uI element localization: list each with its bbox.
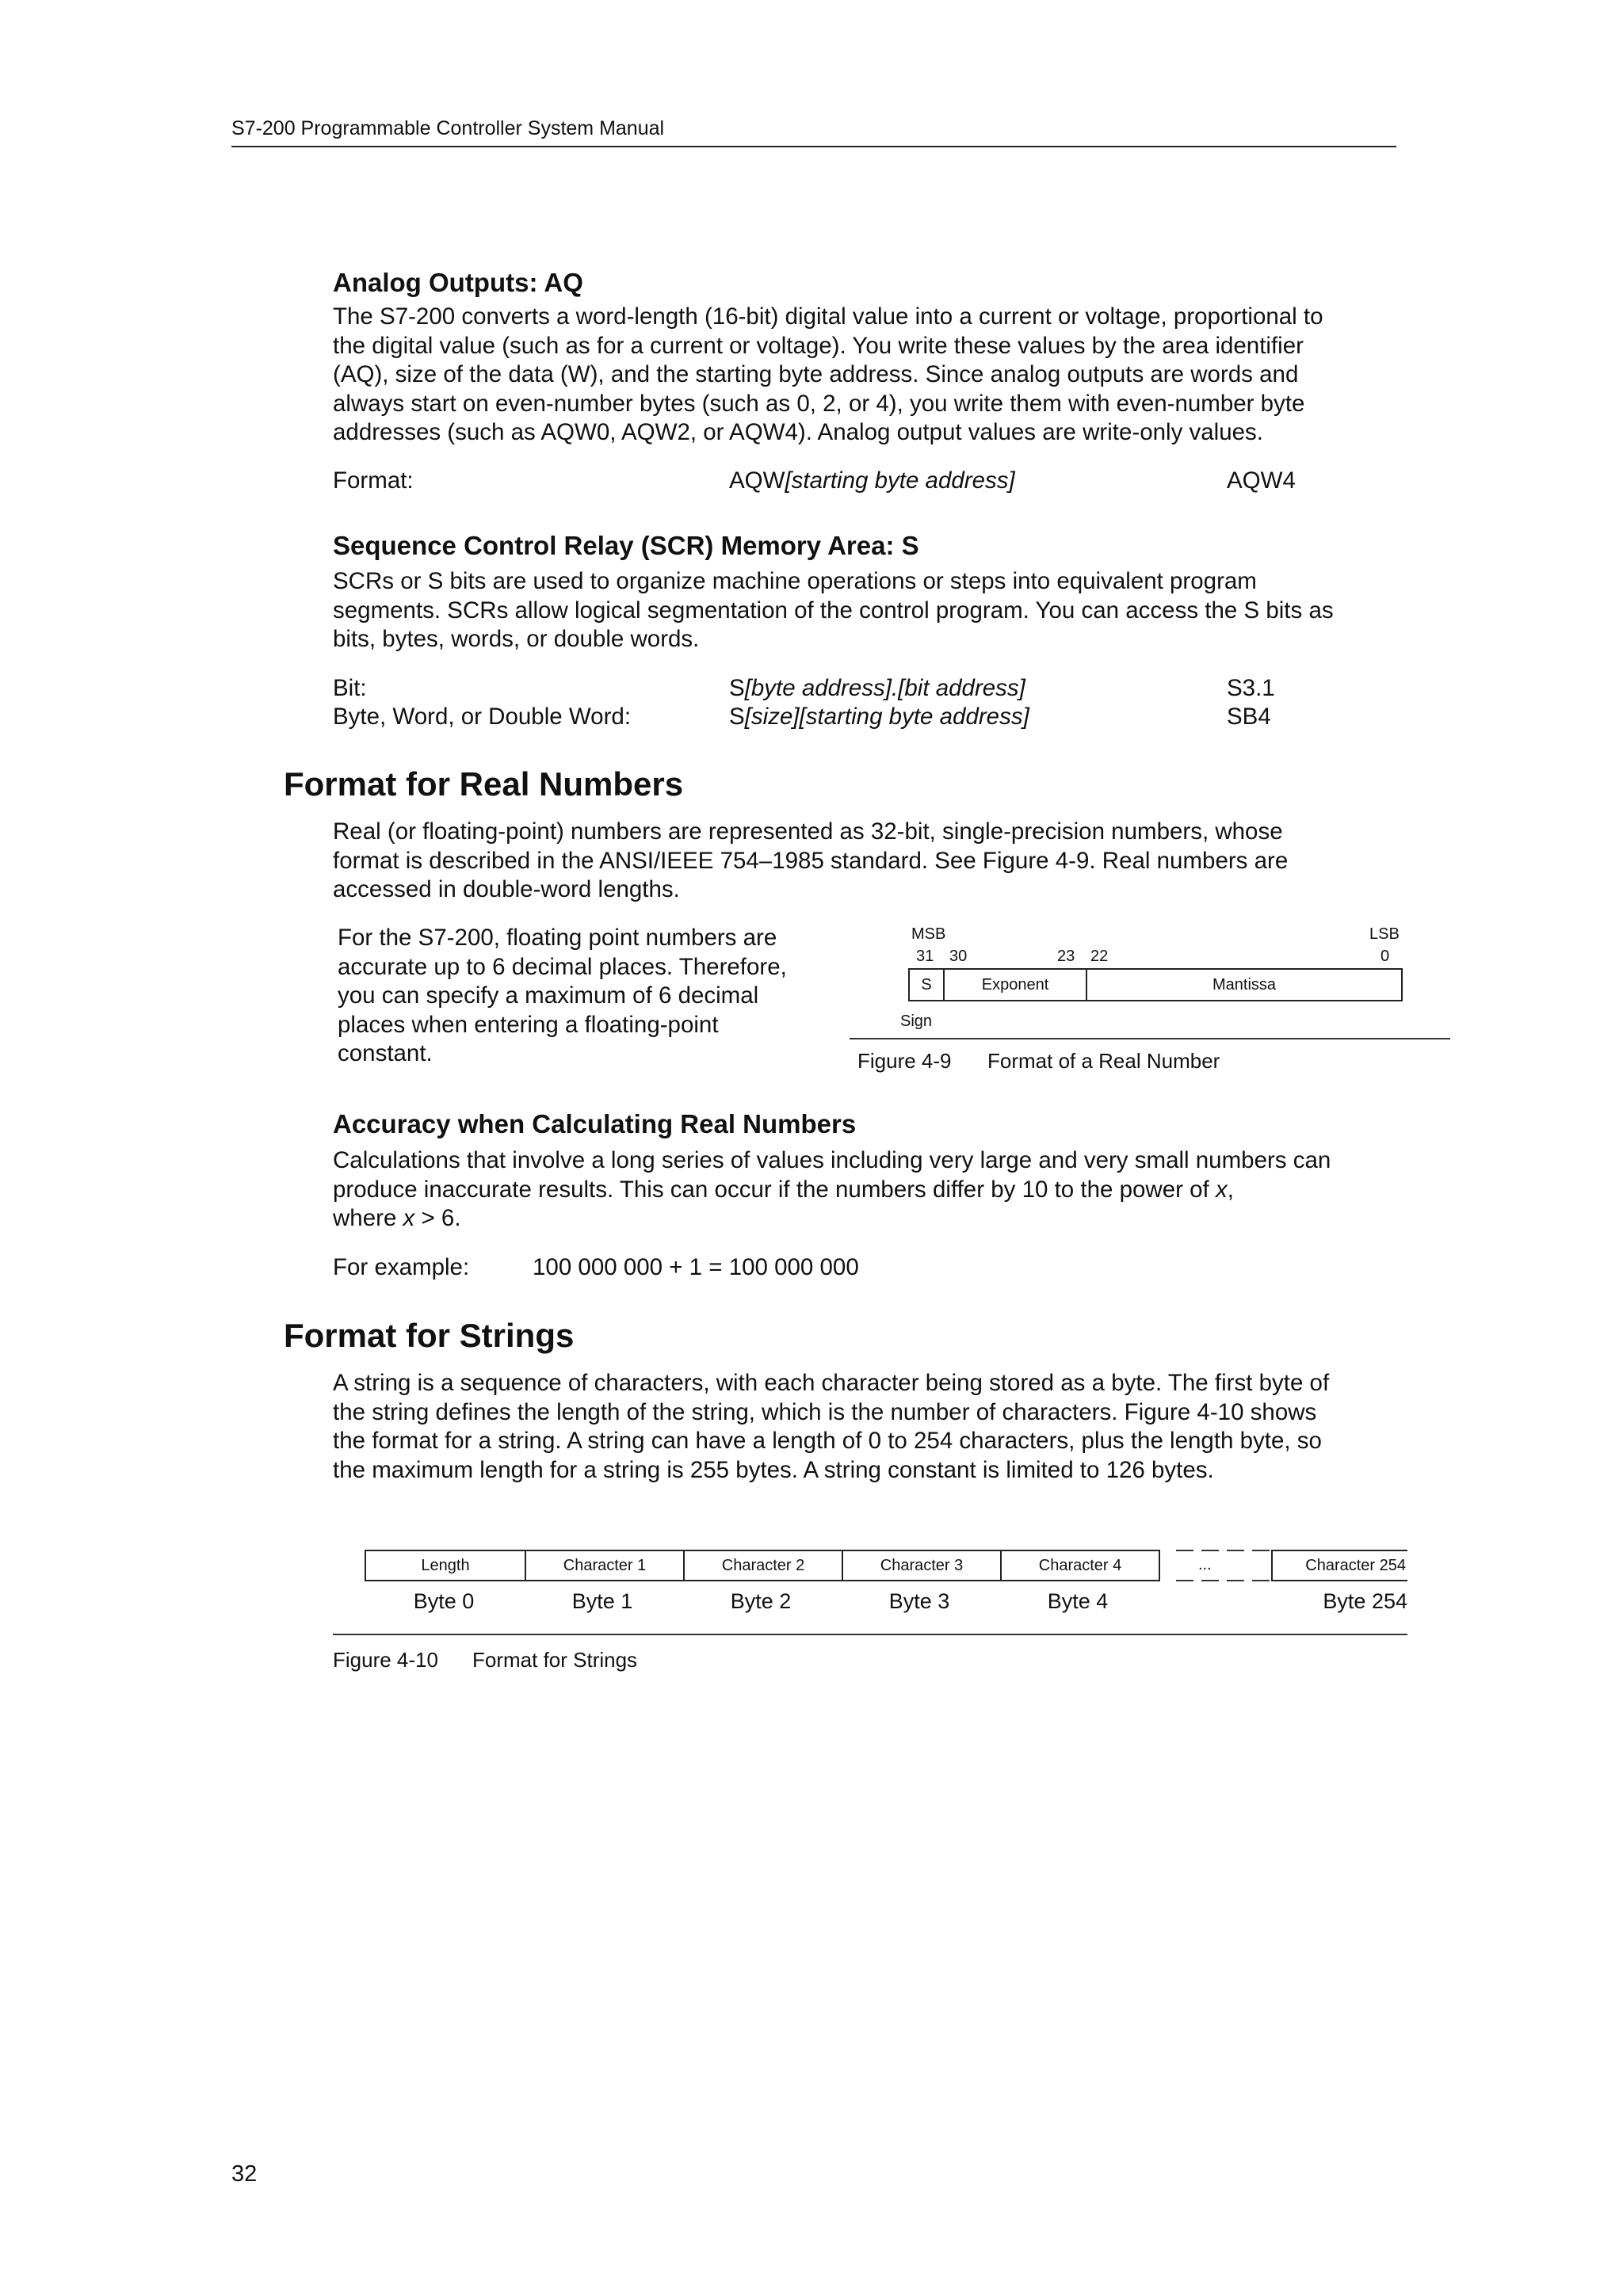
byte-label: Byte 1 xyxy=(571,1589,633,1613)
scr-bit-label: Bit: xyxy=(333,675,367,701)
example-value: 100 000 000 + 1 = 100 000 000 xyxy=(533,1254,859,1280)
byte-label: Byte 2 xyxy=(730,1589,792,1613)
header-rule xyxy=(231,146,1396,147)
aq-format-label: Format: xyxy=(333,467,414,494)
string-last-cell xyxy=(1271,1550,1407,1581)
analog-outputs-paragraph: The S7-200 converts a word-length (16-bit) digital value into a current or voltage, proportional to the digital value (such as for a current or voltage). You write these values by the area identifier (AQ), size of the data (W), and the starting byte address. Since analog outputs are words and always start on even-number bytes (such as 0, 2, or 4), you write them with even-number byte addresses (such as AQW0, AQW2, or AQW4). Analog output values are write-only values. xyxy=(333,303,1323,445)
real-numbers-side-note: For the S7-200, floating point numbers are accurate up to 6 decimal places. Therefore, you can specify a maximum of 6 decimal places when entering a floating-point constant. xyxy=(338,925,787,1066)
accuracy-heading: Accuracy when Calculating Real Numbers xyxy=(333,1109,857,1138)
scr-bit-example: S3.1 xyxy=(1227,675,1275,701)
exponent-cell: Exponent xyxy=(943,970,1086,1000)
real-numbers-heading: Format for Real Numbers xyxy=(284,765,684,803)
figure-4-10-title: Format for Strings xyxy=(472,1648,638,1672)
lsb-label: LSB xyxy=(1369,925,1400,943)
mantissa-cell: Mantissa xyxy=(1086,970,1401,1000)
msb-label: MSB xyxy=(911,925,946,943)
ellipsis: ... xyxy=(1198,1556,1212,1573)
byte-label: Byte 4 xyxy=(1047,1589,1109,1613)
sign-label: Sign xyxy=(900,1013,933,1030)
byte-label: Byte 0 xyxy=(413,1589,475,1613)
bit-0-label: 0 xyxy=(1381,948,1390,965)
string-bytes-row xyxy=(365,1550,1160,1581)
figure-4-10-rule xyxy=(333,1634,1407,1635)
string-cell: Character 3 xyxy=(842,1551,1000,1580)
strings-paragraph: A string is a sequence of characters, with each character being stored as a byte. The first byte of the string defines the length of the string, which is the number of characters. Figure 4-10 shows the format for a string. A string can have a length of 0 to 254 characters, plus the length byte, so the maximum length for a string is 255 bytes. A string constant is limited to 126 bytes. xyxy=(333,1370,1330,1483)
scr-heading: Sequence Control Relay (SCR) Memory Area: S xyxy=(333,531,919,560)
aq-format-example: AQW4 xyxy=(1227,467,1296,494)
example-label: For example: xyxy=(333,1254,470,1280)
string-cell-length: Length xyxy=(421,1556,470,1574)
page-number: 32 xyxy=(231,2161,258,2187)
byte-label: Byte 3 xyxy=(888,1589,950,1613)
byte-label-254: Byte 254 xyxy=(1323,1589,1407,1613)
bit-30-label: 30 xyxy=(949,948,968,965)
running-header: S7-200 Programmable Controller System Manual xyxy=(231,117,665,139)
sign-bit-cell: S xyxy=(921,975,932,994)
string-cell: Character 2 xyxy=(683,1551,842,1580)
scr-byte-example: SB4 xyxy=(1227,704,1271,730)
bit-22-label: 22 xyxy=(1090,948,1109,965)
string-cell: Character 1 xyxy=(525,1551,683,1580)
figure-4-9-title: Format of a Real Number xyxy=(987,1049,1220,1073)
scr-bit-syntax: S[byte address].[bit address] xyxy=(729,675,1025,701)
strings-heading: Format for Strings xyxy=(284,1317,575,1354)
scr-byte-syntax: S[size][starting byte address] xyxy=(729,704,1029,730)
string-cell: Character 4 xyxy=(1000,1551,1159,1580)
string-cell-254: Character 254 xyxy=(1305,1556,1406,1574)
accuracy-paragraph: Calculations that involve a long series of values including very large and very small numbers can produce inaccurate results. This can occur if the numbers differ by 10 to the power of x, where x > 6. xyxy=(333,1147,1331,1231)
aq-format-syntax: AQW[starting byte address] xyxy=(729,467,1015,494)
figure-4-9-rule xyxy=(850,1038,1450,1039)
bit-23-label: 23 xyxy=(1057,948,1075,965)
scr-paragraph: SCRs or S bits are used to organize machine operations or steps into equivalent program segments. SCRs allow logical segmentation of the control program. You can access the S bits as bits, bytes, words, or double words. xyxy=(333,568,1334,652)
figure-4-10-number: Figure 4-10 xyxy=(333,1648,438,1672)
analog-outputs-heading: Analog Outputs: AQ xyxy=(333,268,583,297)
real-numbers-paragraph: Real (or floating-point) numbers are represented as 32-bit, single-precision numbers, whose format is described in the ANSI/IEEE 754–1985 standard. See Figure 4-9. Real numbers are accessed in double-word lengths. xyxy=(333,818,1289,902)
scr-byte-label: Byte, Word, or Double Word: xyxy=(333,704,632,730)
bit-31-label: 31 xyxy=(916,948,934,965)
real-number-bit-field xyxy=(908,968,1403,1001)
figure-4-9-number: Figure 4-9 xyxy=(857,1049,952,1073)
